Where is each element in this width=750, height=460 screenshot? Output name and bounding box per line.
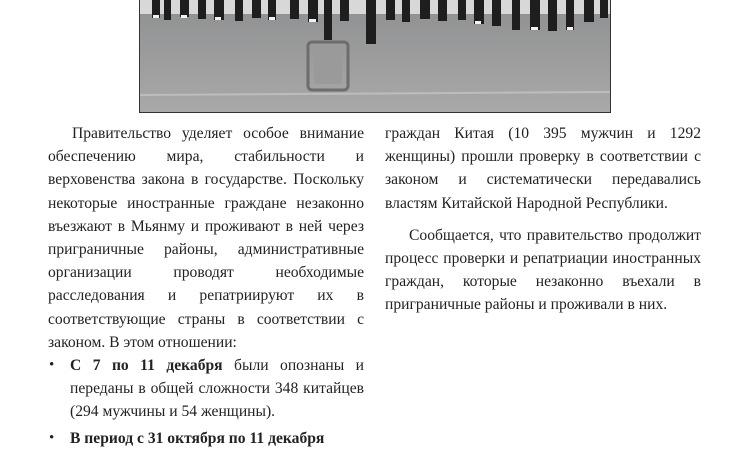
bullet-item: • С 7 по 11 декабря были опознаны и переданы в общей сложности 348 китайцев (294 мужчины и 54 женщины). (48, 354, 364, 424)
left-column (48, 122, 364, 453)
right-column (385, 122, 701, 317)
bullet-icon: • (49, 357, 55, 374)
right-paragraph-continued: граждан Китая (10 395 мужчин и 1292 женщины) прошли проверку в соответствии с законом и систематически передавались властям Китайской Народной Республики. (385, 125, 701, 212)
bullet-item: • В период с 31 октября по 11 декабря (48, 427, 364, 450)
bullet-icon: • (49, 429, 55, 446)
news-photo (139, 0, 611, 113)
left-paragraph: Правительство уделяет особое внимание обеспечению мира, стабильности и верховенства закона в государстве. Поскольку некоторые иностранные граждане незаконно въезжают в Мьянму и проживают в ней через приграничные районы, административные организации проводят необходимые расследования и репатриируют их в соответствующие страны в соответствии с законом. В этом отношении: (48, 125, 364, 351)
right-paragraph: Сообщается, что правительство продолжит процесс проверки и репатриации иностранных граждан, которые незаконно въехали в приграничные районы и проживали в них. (385, 226, 701, 314)
crowd-photo-image (140, 0, 611, 113)
bullet-list (48, 354, 364, 450)
